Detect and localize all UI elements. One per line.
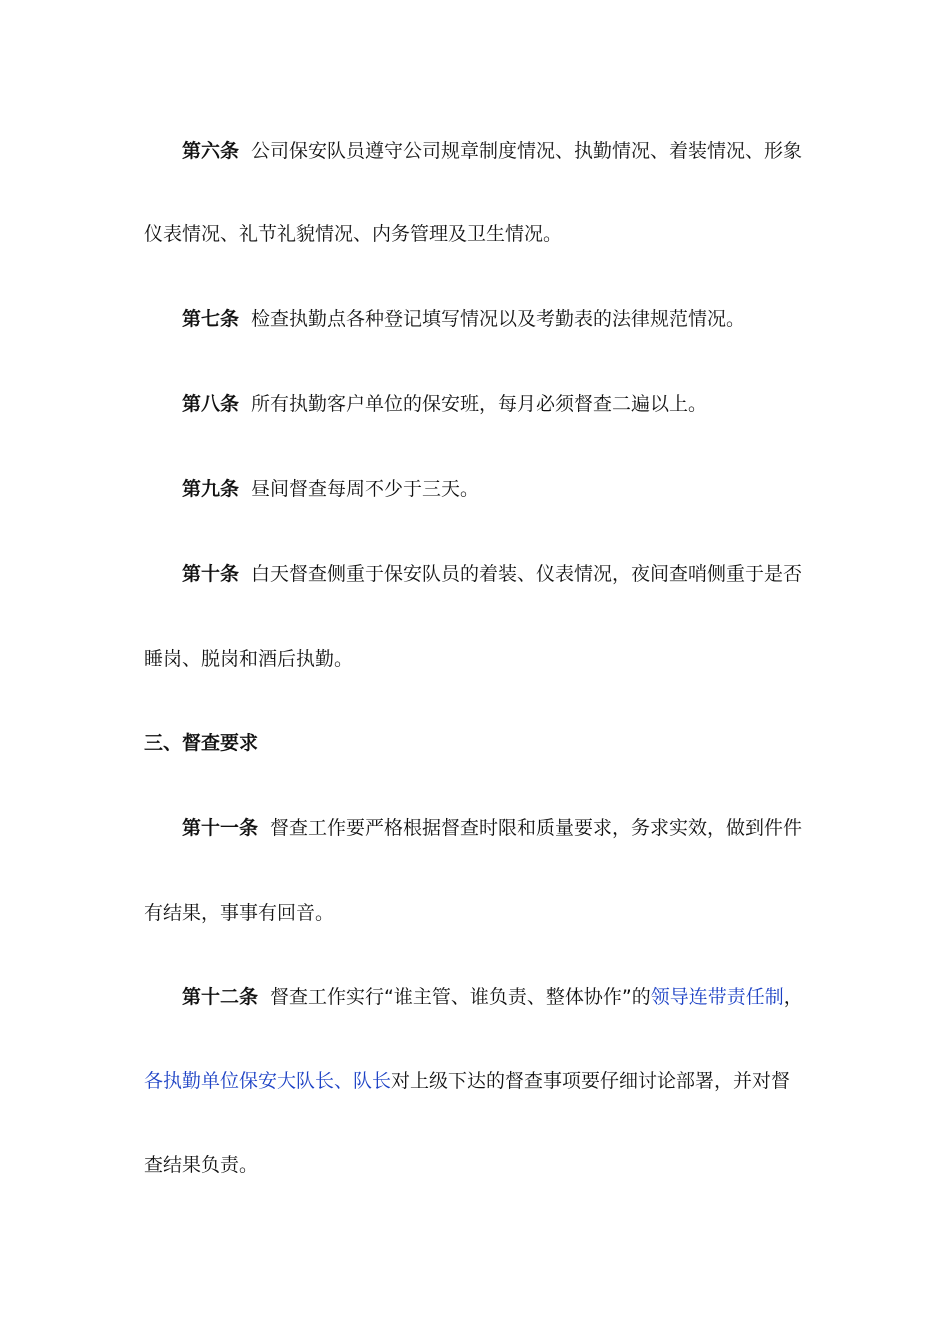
section-3-heading-text: 三、督查要求 [144,732,259,754]
article-9-line-1 [182,475,808,503]
article-12-text-1-post: ， [783,986,803,1008]
article-12-text-1-pre: 督查工作实行“谁主管、谁负责、整体协作”的 [270,986,651,1008]
article-9-number: 第九条 [182,478,240,500]
article-10-line-2 [144,645,808,673]
article-12-line-3 [144,1151,808,1179]
article-11-text-2: 有结果，事事有回音。 [144,902,335,924]
article-7-line-1 [182,305,808,333]
article-10-line-1 [182,560,808,588]
leadership-responsibility-link[interactable]: 领导连带责任制 [650,986,784,1008]
article-9-text-1: 昼间督查每周不少于三天。 [251,478,480,500]
article-12-text-3: 查结果负责。 [144,1154,259,1176]
section-3-heading [144,729,808,757]
article-6-line-2 [144,220,808,248]
article-10-number: 第十条 [182,563,240,585]
article-11-line-2 [144,899,808,927]
article-10-text-1: 白天督查侧重于保安队员的着装、仪表情况，夜间查哨侧重于是否 [251,563,803,585]
article-6-text-1: 公司保安队员遵守公司规章制度情况、执勤情况、着装情况、形象 [251,140,803,162]
article-6-text-2: 仪表情况、礼节礼貌情况、内务管理及卫生情况。 [144,223,563,245]
article-6-number: 第六条 [182,140,240,162]
article-8-text-1: 所有执勤客户单位的保安班，每月必须督查二遍以上。 [251,393,708,415]
article-12-line-2 [144,1067,808,1095]
article-12-number: 第十二条 [182,986,259,1008]
article-8-line-1 [182,390,808,418]
article-12-line-1 [182,983,808,1011]
unit-captain-link[interactable]: 各执勤单位保安大队长、队长 [144,1070,392,1092]
article-7-number: 第七条 [182,308,240,330]
article-12-text-2-post: 对上级下达的督查事项要仔细讨论部署，并对督 [391,1070,791,1092]
article-10-text-2: 睡岗、脱岗和酒后执勤。 [144,648,354,670]
article-11-text-1: 督查工作要严格根据督查时限和质量要求，务求实效，做到件件 [270,817,803,839]
article-7-text-1: 检查执勤点各种登记填写情况以及考勤表的法律规范情况。 [251,308,746,330]
article-8-number: 第八条 [182,393,240,415]
article-6-line-1 [182,137,808,165]
article-11-line-1 [182,814,808,842]
article-11-number: 第十一条 [182,817,259,839]
